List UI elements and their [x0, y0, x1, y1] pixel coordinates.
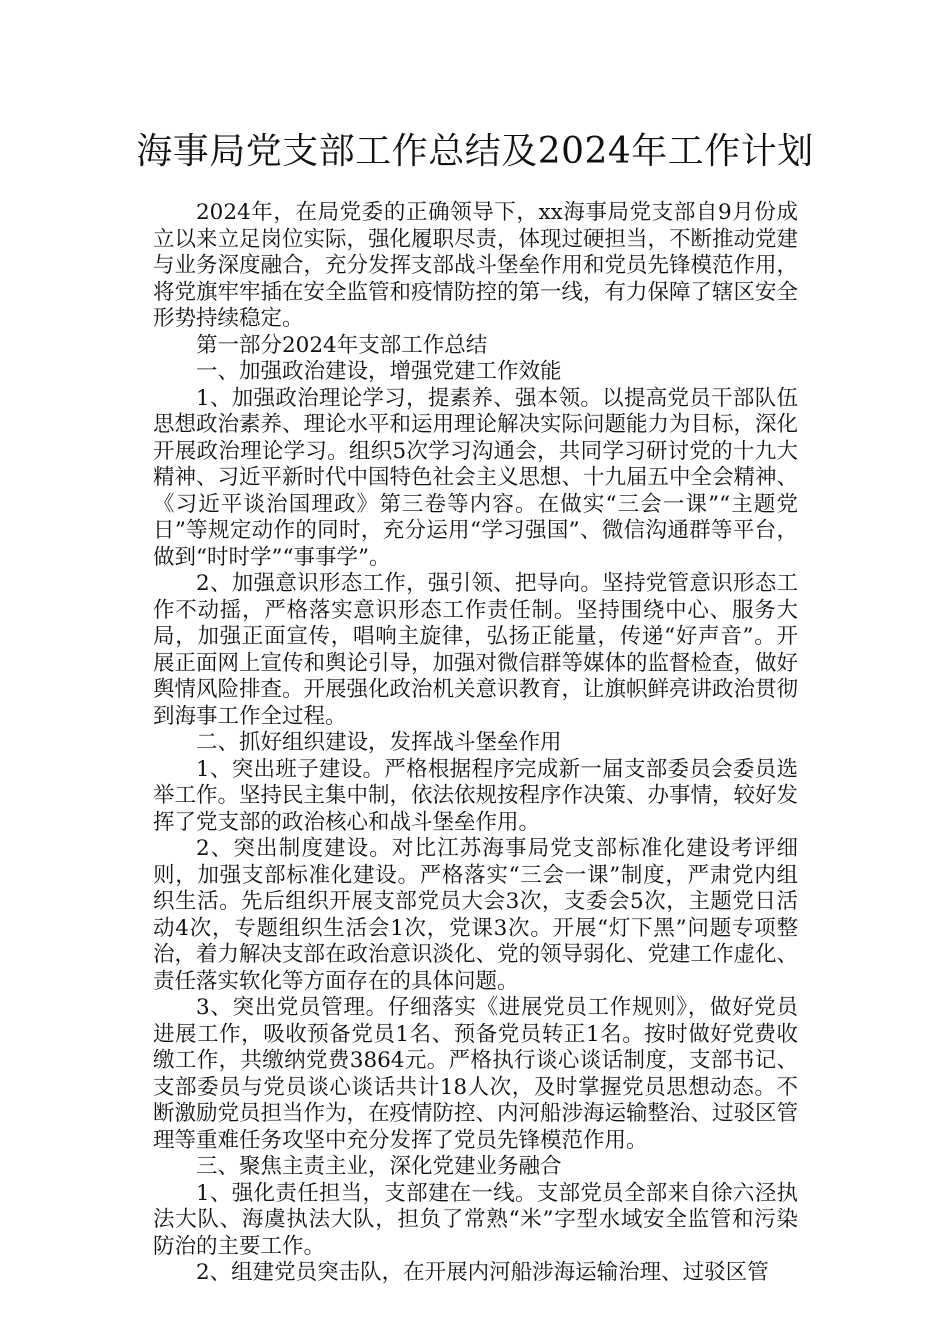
section-1-heading: 一、加强政治建设，增强党建工作效能	[196, 359, 562, 384]
document-body	[153, 200, 798, 1287]
intro-paragraph: 2024年，在局党委的正确领导下，xx海事局党支部自9月份成立以来立足岗位实际，强化履职尽责，体现过硬担当，不断推动党建与业务深度融合，充分发挥支部战斗堡垒作用和党员先锋模范作用，将党旗牢牢插在安全监管和疫情防控的第一线，有力保障了辖区安全形势持续稳定。	[153, 200, 799, 331]
section-3-heading: 三、聚焦主责主业，深化党建业务融合	[196, 1154, 562, 1179]
section-1-item-1: 1、加强政治理论学习，提素养、强本领。以提高党员干部队伍思想政治素养、理论水平和运用理论解决实际问题能力为目标，深化开展政治理论学习。组织5次学习沟通会，共同学习研讨党的十九大精神、习近平新时代中国特色社会主义思想、十九届五中全会精神、《习近平谈治国理政》第三卷等内容。在做实“三会一课”“主题党日”等规定动作的同时，充分运用“学习强国”、微信沟通群等平台，做到“时时学”“事事学”。	[153, 385, 799, 570]
section-3-item-1: 1、强化责任担当，支部建在一线。支部党员全部来自徐六泾执法大队、海虞执法大队，担负了常熟“米”字型水域安全监管和污染防治的主要工作。	[153, 1180, 798, 1259]
section-2-item-2: 2、突出制度建设。对比江苏海事局党支部标准化建设考评细则，加强支部标准化建设。严格落实“三会一课”制度，严肃党内组织生活。先后组织开展支部党员大会3次，支委会5次，主题党日活动4次，专题组织生活会1次，党课3次。开展“灯下黑”问题专项整治，着力解决支部在政治意识淡化、党的领导弱化、党建工作虚化、责任落实软化等方面存在的具体问题。	[153, 836, 799, 994]
section-part-one-heading: 第一部分2024年支部工作总结	[196, 332, 488, 358]
section-3-item-2: 2、组建党员突击队，在开展内河船涉海运输治理、过驳区管	[196, 1260, 769, 1285]
section-2-item-1: 1、突出班子建设。严格根据程序完成新一届支部委员会委员选举工作。坚持民主集中制，依法依规按程序作决策、办事情，较好发挥了党支部的政治核心和战斗堡垒作用。	[153, 756, 799, 835]
document-title: 海事局党支部工作总结及2024年工作计划	[136, 131, 814, 172]
section-2-heading: 二、抓好组织建设，发挥战斗堡垒作用	[196, 730, 562, 755]
section-1-item-2: 2、加强意识形态工作，强引领、把导向。坚持党管意识形态工作不动摇，严格落实意识形态工作责任制。坚持围绕中心、服务大局，加强正面宣传，唱响主旋律，弘扬正能量，传递“好声音”。开展正面网上宣传和舆论引导，加强对微信群等媒体的监督检查，做好舆情风险排查。开展强化政治机关意识教育，让旗帜鲜亮讲政治贯彻到海事工作全过程。	[153, 571, 799, 729]
section-2-item-3: 3、突出党员管理。仔细落实《进展党员工作规则》，做好党员进展工作，吸收预备党员1名、预备党员转正1名。按时做好党费收缴工作，共缴纳党费3864元。严格执行谈心谈话制度，支部书记、支部委员与党员谈心谈话共计18人次，及时掌握党员思想动态。不断激励党员担当作为，在疫情防控、内河船涉海运输整治、过驳区管理等重难任务攻坚中充分发挥了党员先锋模范作用。	[153, 995, 799, 1153]
